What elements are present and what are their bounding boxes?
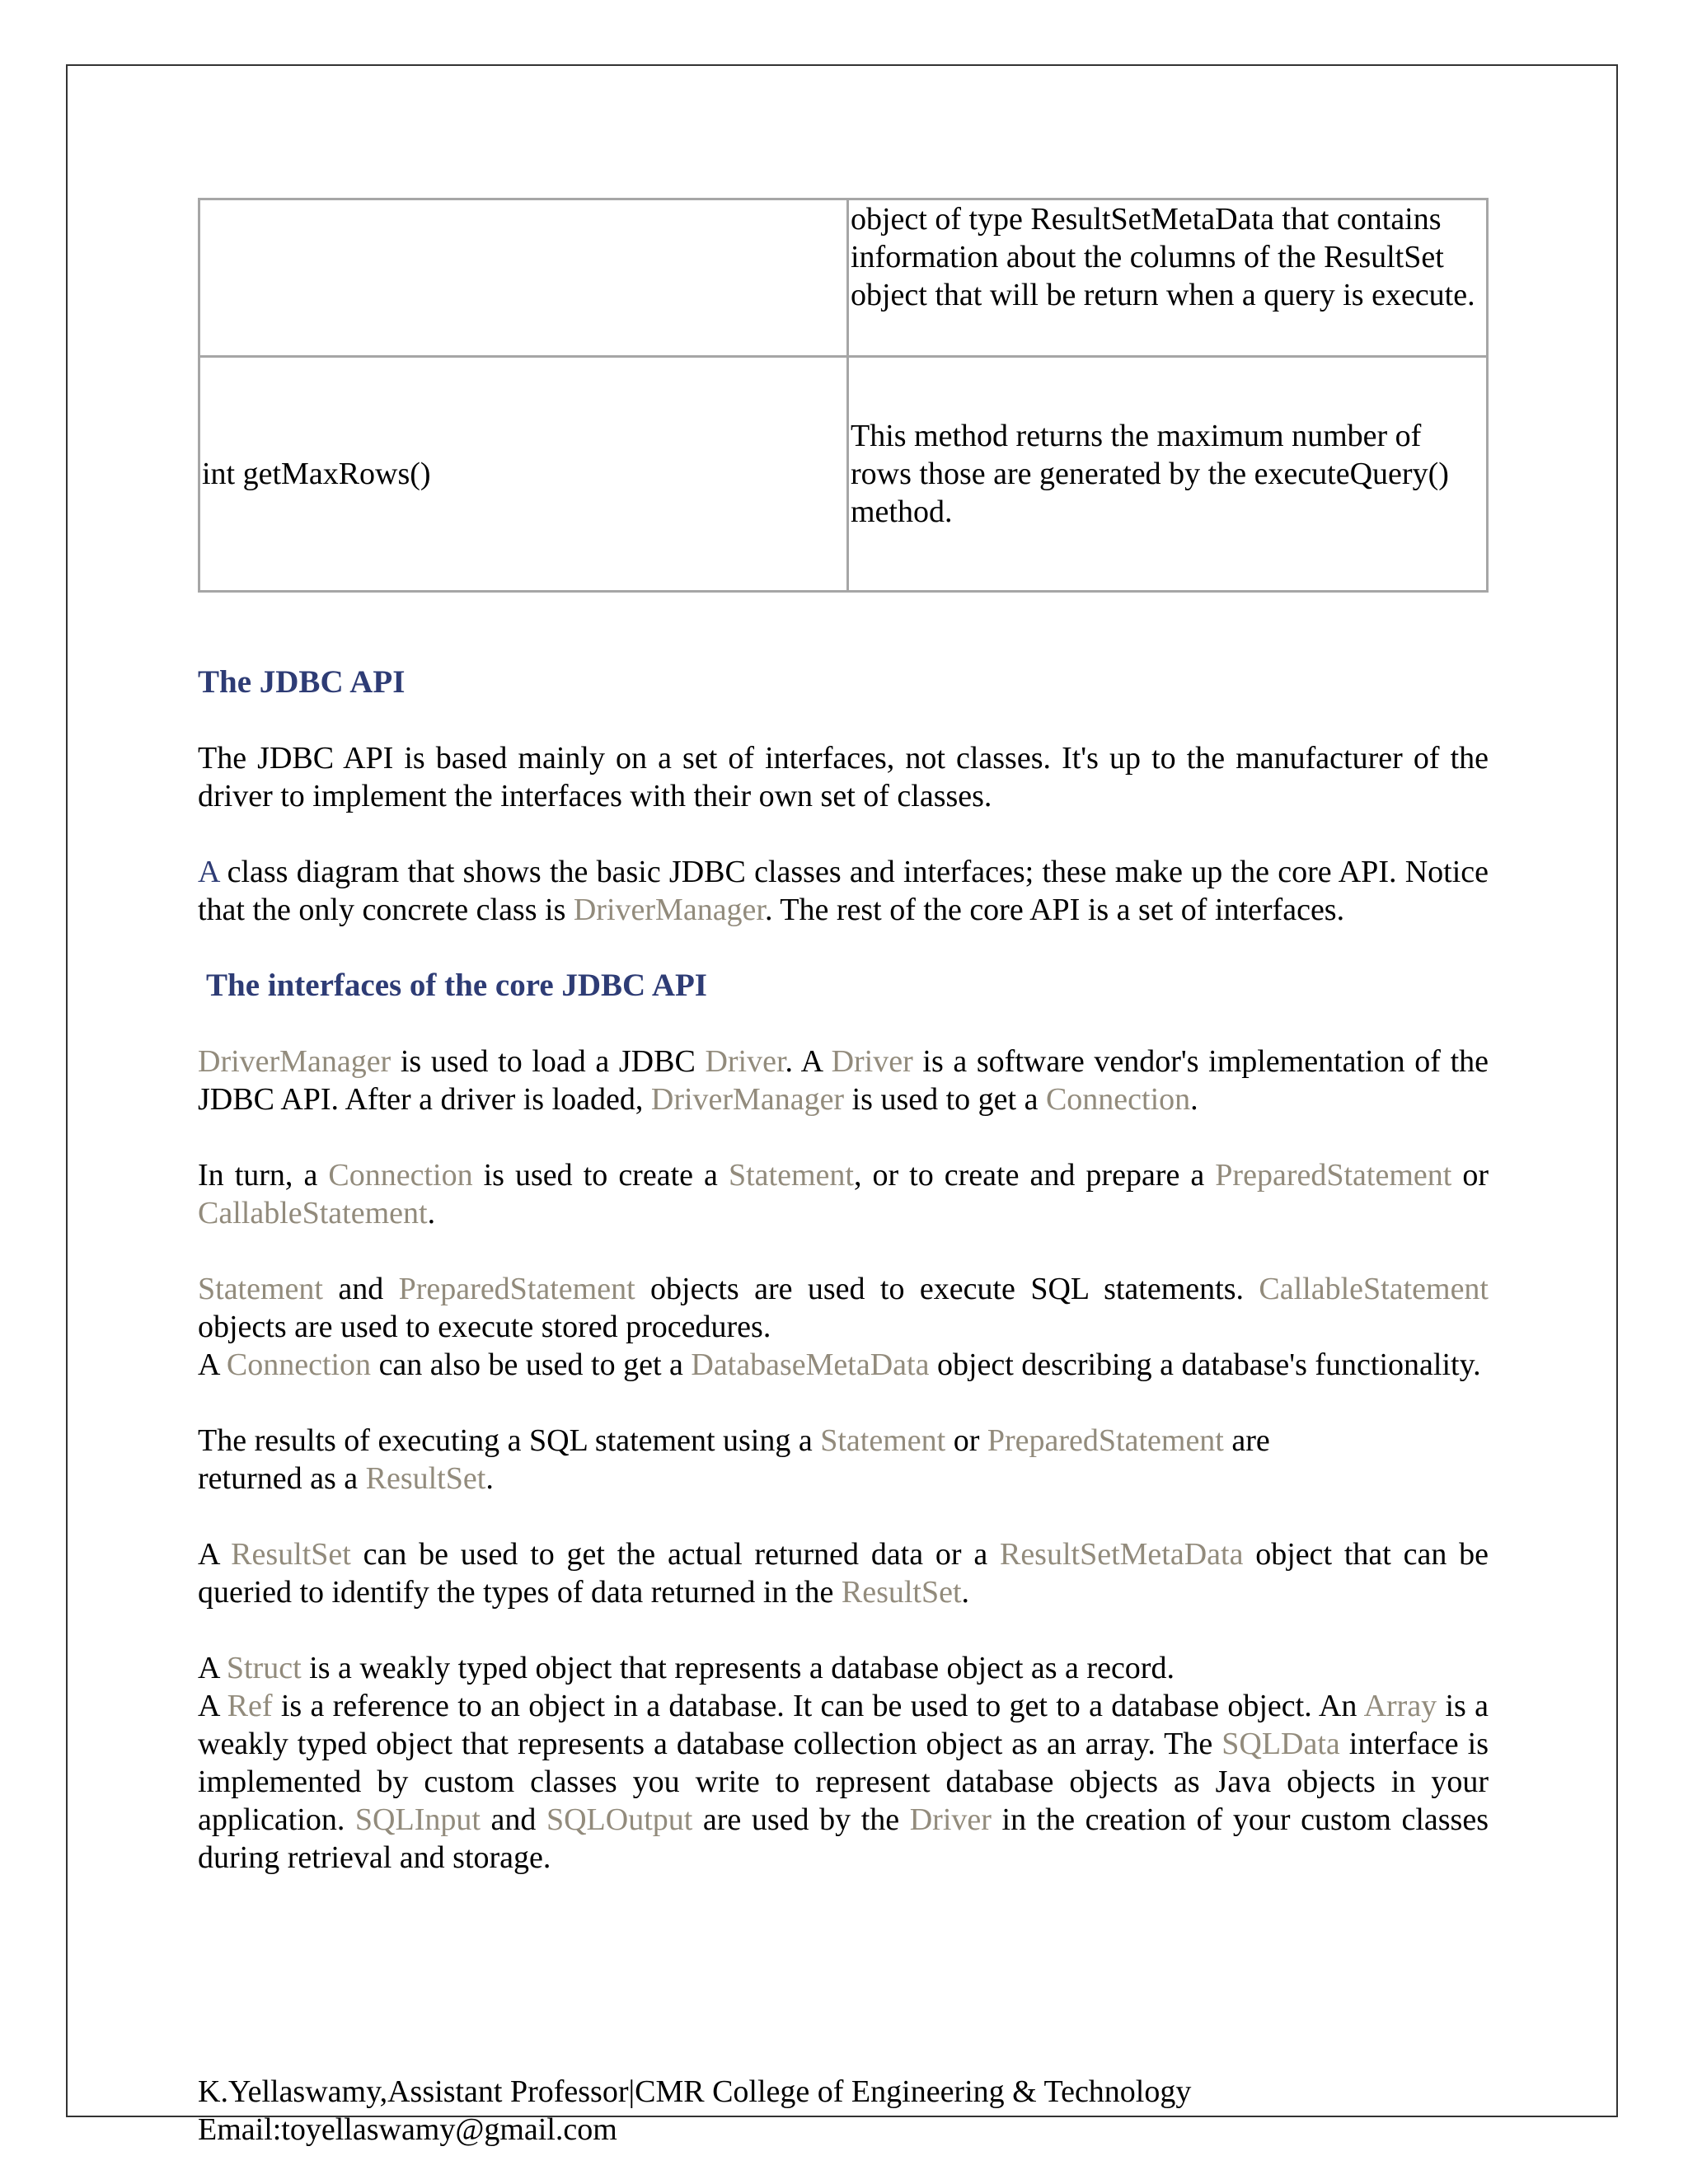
paragraph: The JDBC API is based mainly on a set of interfaces, not classes. It's up to the manufacturer of the driver to implement the interfaces with their own set of classes.: [198, 741, 1489, 813]
link-text: A: [198, 855, 219, 889]
class-name: SQLInput: [354, 1802, 481, 1837]
class-name: ResultSet: [231, 1537, 351, 1572]
section-heading-jdbc-api: The JDBC API: [198, 664, 406, 700]
document-body: [198, 198, 1489, 1877]
class-name: DriverManager: [573, 893, 765, 927]
paragraph: A class diagram that shows the basic JDBC classes and interfaces; these make up the core API. Notice that the only concrete class is DriverManager. The rest of the core API is a set of interfaces.: [198, 855, 1489, 927]
description-cell: object of type ResultSetMetaData that contains information about the columns of the ResultSet object that will be return when a query is execute.: [848, 199, 1488, 357]
class-name: Ref: [227, 1689, 273, 1723]
class-name: SQLData: [1221, 1727, 1340, 1761]
class-name: DatabaseMetaData: [691, 1347, 930, 1382]
class-name: PreparedStatement: [987, 1423, 1224, 1458]
class-name: Statement: [198, 1272, 323, 1306]
class-name: Statement: [728, 1158, 854, 1193]
class-name: Array: [1363, 1689, 1437, 1723]
page-footer: [198, 2073, 1191, 2149]
description-cell: This method returns the maximum number of rows those are generated by the executeQuery() method.: [848, 357, 1488, 592]
class-name: ResultSet: [365, 1461, 486, 1496]
class-name: ResultSetMetaData: [999, 1537, 1244, 1572]
class-name: Connection: [1045, 1082, 1191, 1117]
footer-email: Email:toyellaswamy@gmail.com: [198, 2112, 617, 2147]
class-name: Statement: [820, 1423, 946, 1458]
class-name: DriverManager: [650, 1082, 845, 1117]
paragraph: DriverManager is used to load a JDBC Driver. A Driver is a software vendor's implementation of the JDBC API. After a driver is loaded, DriverManager is used to get a Connection.: [198, 1044, 1489, 1117]
class-name: ResultSet: [841, 1575, 962, 1610]
class-name: Driver: [831, 1044, 913, 1079]
table-row: [199, 357, 1488, 592]
class-name: CallableStatement: [1259, 1272, 1489, 1306]
section-heading-core-interfaces: The interfaces of the core JDBC API: [206, 968, 707, 1003]
class-name: Connection: [226, 1347, 372, 1382]
method-cell: int getMaxRows(): [199, 357, 848, 592]
table-row: [199, 199, 1488, 357]
class-name: SQLOutput: [546, 1802, 693, 1837]
paragraph: A Connection can also be used to get a DatabaseMetaData object describing a database's functionality.: [198, 1347, 1481, 1382]
class-name: PreparedStatement: [1215, 1158, 1452, 1193]
method-cell: [199, 199, 848, 357]
class-name: Driver: [909, 1802, 992, 1837]
paragraph: A Ref is a reference to an object in a database. It can be used to get to a database object. An Array is a weakly typed object that represents a database collection object as an array. The SQLData interface is implemented by custom classes you write to represent database objects as Java objects in your application. SQLInput and SQLOutput are used by the Driver in the creation of your custom classes during retrieval and storage.: [198, 1689, 1489, 1875]
class-name: CallableStatement: [198, 1196, 428, 1230]
paragraph: The results of executing a SQL statement using a Statement or PreparedStatement are returned as a ResultSet.: [198, 1423, 1270, 1496]
class-name: PreparedStatement: [398, 1272, 635, 1306]
paragraph: A Struct is a weakly typed object that represents a database object as a record.: [198, 1651, 1175, 1685]
class-name: DriverManager: [198, 1044, 392, 1079]
footer-author: K.Yellaswamy,Assistant Professor|CMR College of Engineering & Technology: [198, 2074, 1192, 2109]
class-name: Driver: [705, 1044, 785, 1079]
paragraph: Statement and PreparedStatement objects are used to execute SQL statements. CallableStatement objects are used to execute stored procedures.: [198, 1272, 1489, 1344]
class-name: Connection: [328, 1158, 473, 1193]
paragraph: In turn, a Connection is used to create a Statement, or to create and prepare a PreparedStatement or CallableStatement.: [198, 1158, 1489, 1230]
methods-table: [198, 198, 1489, 593]
class-name: Struct: [226, 1651, 302, 1685]
paragraph: A ResultSet can be used to get the actual returned data or a ResultSetMetaData object that can be queried to identify the types of data returned in the ResultSet.: [198, 1537, 1489, 1610]
